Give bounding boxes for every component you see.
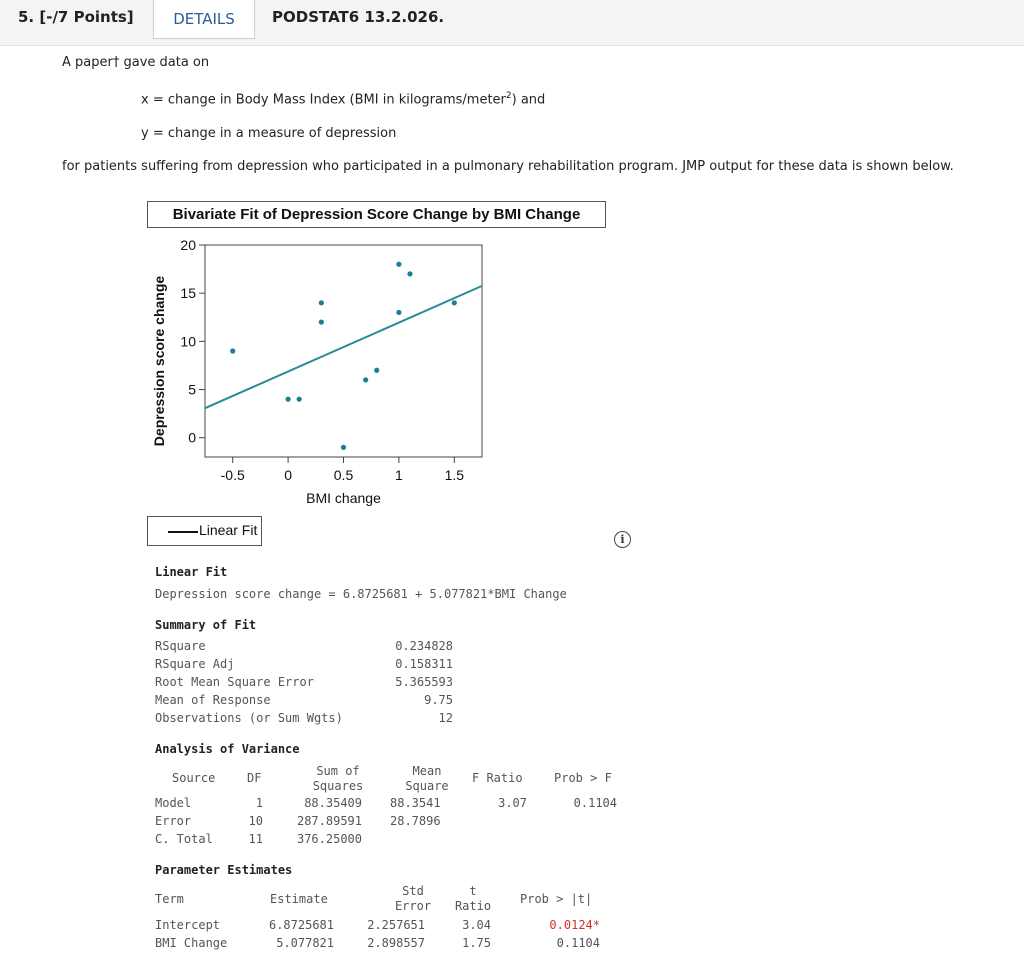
intro-line: A paper† gave data on — [62, 55, 210, 70]
params-header-t: t — [469, 884, 477, 898]
x-tick-label: -0.5 — [220, 467, 245, 483]
y-tick-label: 15 — [180, 285, 196, 302]
x-definition-superscript: 2 — [505, 91, 512, 101]
data-point — [363, 377, 368, 382]
anova-cell-ss: 376.25000 — [296, 832, 362, 846]
anova-cell-f: 3.07 — [498, 796, 527, 810]
anova-cell-ms: 88.3541 — [390, 796, 441, 810]
linear-fit-equation: Depression score change = 6.8725681 + 5.077821*BMI Change — [155, 587, 567, 601]
summary-label: RSquare Adj — [155, 657, 235, 671]
params-heading: Parameter Estimates — [155, 863, 293, 877]
params-cell-estimate: 5.077821 — [276, 936, 334, 950]
info-icon[interactable]: i — [614, 531, 631, 548]
summary-value: 9.75 — [424, 693, 453, 707]
anova-header-f: F Ratio — [472, 771, 523, 785]
question-number: 5. [-/7 Points] — [18, 8, 134, 26]
question-source: PODSTAT6 13.2.026. — [272, 8, 445, 26]
params-cell-term: BMI Change — [155, 936, 228, 950]
data-point — [319, 319, 324, 324]
summary-label: Mean of Response — [155, 693, 271, 707]
data-point — [319, 300, 324, 305]
y-definition: y = change in a measure of depression — [141, 126, 397, 141]
fit-line — [205, 286, 482, 408]
chart-legend — [147, 516, 262, 546]
anova-cell-source: C. Total — [155, 832, 213, 846]
data-point — [396, 310, 401, 315]
summary-label: RSquare — [155, 639, 206, 653]
x-tick-label: 0.5 — [333, 467, 354, 483]
legend-line-swatch — [168, 531, 198, 533]
context-sentence: for patients suffering from depression who participated in a pulmonary rehabilitation program. JMP output for these data is shown below. — [62, 159, 954, 174]
summary-label: Root Mean Square Error — [155, 675, 314, 689]
anova-cell-source: Model — [155, 796, 192, 810]
data-point — [297, 397, 302, 402]
x-tick-label: 1 — [395, 467, 403, 483]
params-cell-t: 3.04 — [462, 918, 491, 932]
anova-cell-df: 1 — [255, 796, 263, 810]
params-header-p: Prob > |t| — [520, 892, 593, 906]
anova-cell-p: 0.1104 — [573, 796, 617, 810]
data-point — [396, 262, 401, 267]
anova-header-source: Source — [172, 771, 216, 785]
params-header-term: Term — [155, 892, 184, 906]
plot-frame — [205, 245, 482, 457]
anova-heading: Analysis of Variance — [155, 742, 300, 756]
linear-fit-heading: Linear Fit — [155, 565, 228, 579]
x-axis-label: BMI change — [306, 490, 381, 506]
summary-heading: Summary of Fit — [155, 618, 257, 632]
anova-header-ss: Sum of — [316, 764, 360, 778]
chart-title: Bivariate Fit of Depression Score Change by BMI Change — [147, 201, 606, 228]
y-tick-label: 20 — [180, 237, 196, 253]
summary-value: 12 — [438, 711, 453, 725]
x-tick-label: 1.5 — [444, 467, 465, 483]
data-point — [230, 348, 235, 353]
anova-cell-ss: 88.35409 — [304, 796, 362, 810]
params-header-t: Ratio — [454, 899, 492, 913]
params-cell-se: 2.898557 — [367, 936, 425, 950]
summary-value: 0.158311 — [395, 657, 453, 671]
y-tick-label: 0 — [188, 429, 196, 446]
params-cell-p-significant: 0.0124* — [549, 918, 600, 932]
x-tick-label: 0 — [284, 467, 292, 483]
x-definition-text: x = change in Body Mass Index (BMI in kilograms/meter — [141, 92, 506, 108]
anova-header-ms: Mean — [412, 764, 442, 778]
params-cell-term: Intercept — [155, 918, 221, 932]
question-header — [0, 0, 1024, 46]
x-definition-tail: ) and — [511, 92, 546, 108]
anova-header-df: DF — [247, 771, 262, 785]
y-axis-label: Depression score change — [151, 275, 167, 447]
params-header-se: Error — [394, 899, 432, 913]
summary-value: 0.234828 — [395, 639, 453, 653]
params-cell-t: 1.75 — [462, 936, 491, 950]
anova-cell-ss: 287.89591 — [296, 814, 362, 828]
summary-label: Observations (or Sum Wgts) — [155, 711, 343, 725]
data-point — [452, 300, 457, 305]
scatter-chart — [140, 228, 500, 518]
params-header-se: Std — [402, 884, 424, 898]
params-header-estimate: Estimate — [270, 892, 328, 906]
anova-header-ms: Square — [405, 779, 449, 793]
anova-header-ss: Squares — [312, 779, 364, 793]
details-tab[interactable]: DETAILS — [153, 0, 255, 39]
x-definition — [141, 91, 545, 107]
anova-cell-df: 10 — [248, 814, 263, 828]
summary-value: 5.365593 — [395, 675, 453, 689]
legend-label: Linear Fit — [199, 522, 258, 538]
y-tick-label: 5 — [188, 381, 196, 398]
anova-cell-df: 11 — [248, 832, 263, 846]
anova-header-p: Prob > F — [554, 771, 612, 785]
params-cell-estimate: 6.8725681 — [268, 918, 334, 932]
anova-cell-ms: 28.7896 — [390, 814, 441, 828]
params-cell-p: 0.1104 — [556, 936, 600, 950]
params-cell-se: 2.257651 — [367, 918, 425, 932]
data-point — [341, 445, 346, 450]
y-tick-label: 10 — [180, 333, 196, 350]
anova-cell-source: Error — [155, 814, 192, 828]
data-point — [407, 271, 412, 276]
data-point — [286, 397, 291, 402]
data-point — [374, 368, 379, 373]
